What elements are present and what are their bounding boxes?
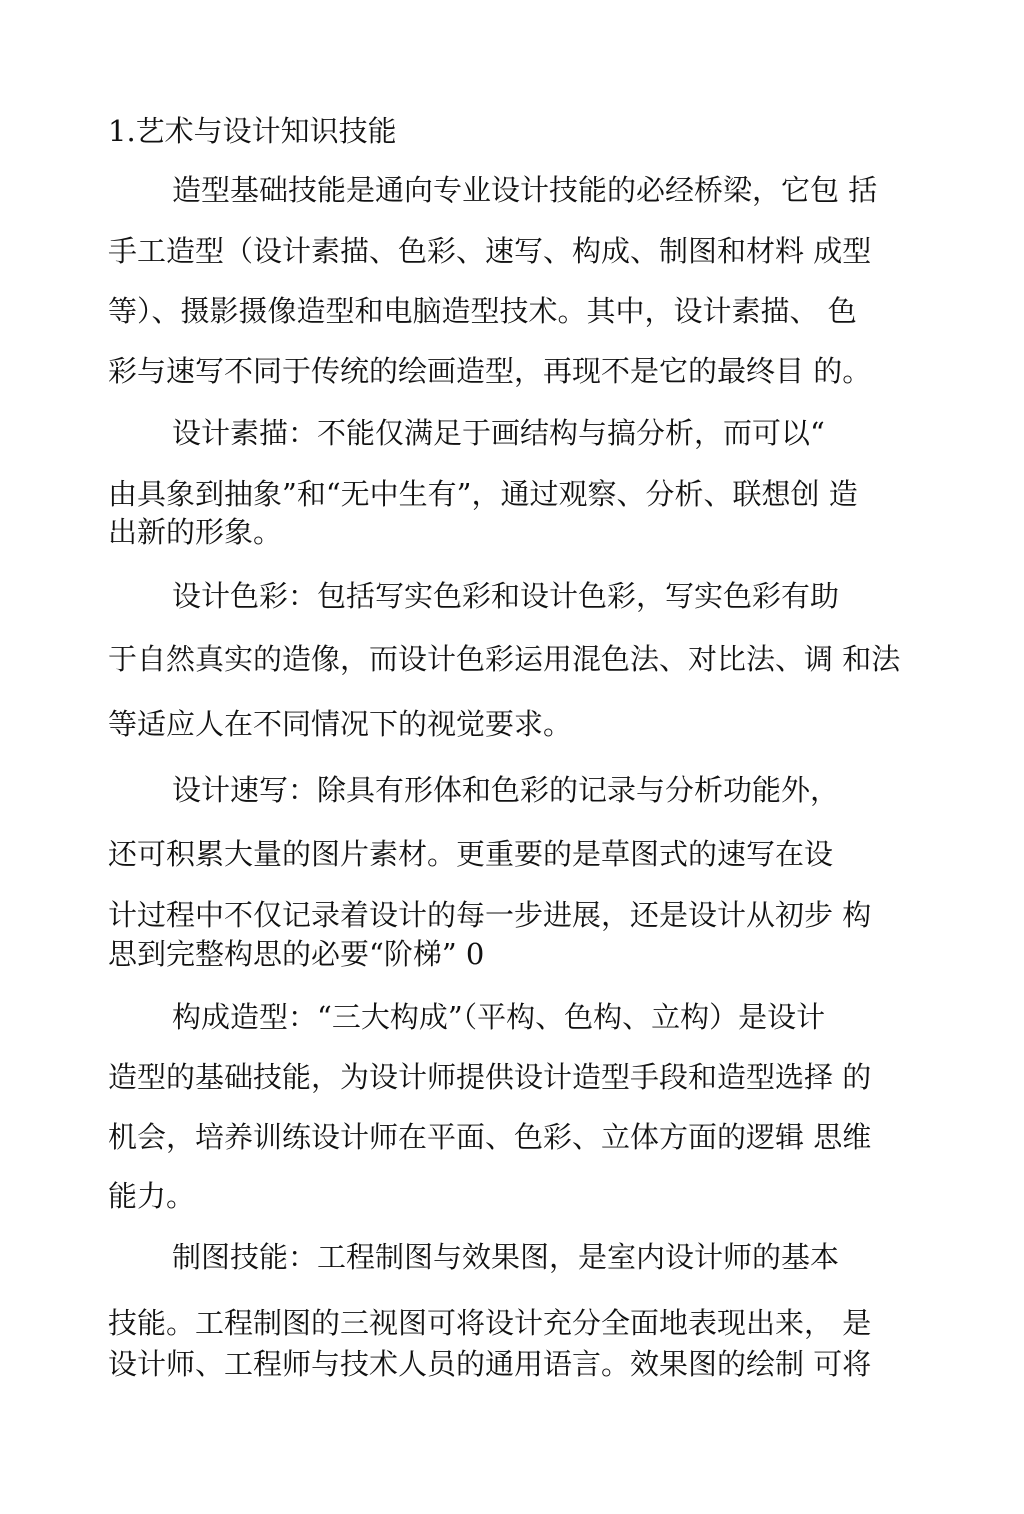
- text-line: 由具象到抽象”和“无中生有”，通过观察、分析、联想创 造: [108, 477, 858, 511]
- text-line: 构成造型：“三大构成”（平构、色构、立构）是设计: [172, 1000, 826, 1034]
- text-line: 造型的基础技能，为设计师提供设计造型手段和造型选择 的: [108, 1060, 872, 1094]
- text-line: 能力。: [108, 1179, 196, 1213]
- text-line: 于自然真实的造像，而设计色彩运用混色法、对比法、调 和法: [108, 642, 901, 676]
- text-line: 造型基础技能是通向专业设计技能的必经桥梁，它包 括: [172, 173, 878, 207]
- text-line: 思到完整构思的必要“阶梯” 0: [108, 937, 485, 971]
- section-heading: 1.艺术与设计知识技能: [108, 114, 397, 148]
- text-line: 设计色彩：包括写实色彩和设计色彩，写实色彩有助: [172, 579, 840, 613]
- text-line: 设计师、工程师与技术人员的通用语言。效果图的绘制 可将: [108, 1347, 872, 1381]
- text-line: 机会，培养训练设计师在平面、色彩、立体方面的逻辑 思维: [108, 1120, 872, 1154]
- text-line: 彩与速写不同于传统的绘画造型，再现不是它的最终目 的。: [108, 354, 872, 388]
- text-line: 制图技能：工程制图与效果图，是室内设计师的基本: [172, 1240, 840, 1274]
- text-line: 计过程中不仅记录着设计的每一步进展，还是设计从初步 构: [108, 898, 872, 932]
- text-line: 还可积累大量的图片素材。更重要的是草图式的速写在设: [108, 837, 834, 871]
- text-line: 手工造型（设计素描、色彩、速写、构成、制图和材料 成型: [108, 234, 872, 268]
- text-line: 等适应人在不同情况下的视觉要求。: [108, 707, 573, 741]
- text-line: 技能。工程制图的三视图可将设计充分全面地表现出来， 是: [108, 1306, 872, 1340]
- text-line: 设计素描：不能仅满足于画结构与搞分析，而可以“: [172, 416, 825, 450]
- text-line: 出新的形象。: [108, 515, 283, 549]
- text-line: 等）、摄影摄像造型和电脑造型技术。其中，设计素描、 色: [108, 294, 857, 328]
- text-line: 设计速写：除具有形体和色彩的记录与分析功能外，: [172, 773, 840, 807]
